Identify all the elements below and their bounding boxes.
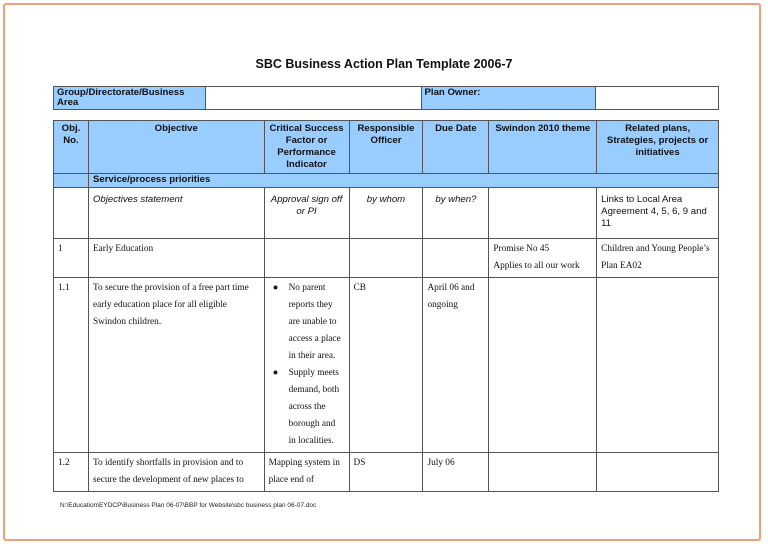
row-1-2-no: 1.2	[54, 453, 89, 492]
bullet-icon: ●	[272, 368, 279, 378]
header-theme: Swindon 2010 theme	[489, 121, 597, 174]
guide-related: Links to Local Area Agreement 4, 5, 6, 9 and 11	[597, 188, 719, 239]
row-1-2-objective: To identify shortfalls in provision and to secure the development of new places to	[88, 453, 264, 492]
row-1-1-officer: CB	[349, 278, 423, 453]
action-plan-table	[53, 120, 719, 492]
row-1-objective: Early Education	[88, 239, 264, 278]
header-row	[54, 121, 719, 174]
row-1-no: 1	[54, 239, 89, 278]
table-row	[54, 239, 719, 278]
row-1-1-csf	[264, 278, 349, 453]
csf-bullet-1: ● No parent reports they are unable to access a place in their area.	[289, 280, 345, 365]
header-csf: Critical Success Factor or Performance Indicator	[264, 121, 349, 174]
row-1-theme-line-1: Promise No 45	[493, 244, 550, 254]
row-1-1-objective: To secure the provision of a free part time early education place for all eligible Swindon children.	[88, 278, 264, 453]
header-due-date: Due Date	[423, 121, 489, 174]
guide-row	[54, 188, 719, 239]
row-1-related: Children and Young People’s Plan EA02	[597, 239, 719, 278]
row-1-2-csf: Mapping system in place end of	[264, 453, 349, 492]
header-related: Related plans, Strategies, projects or initiatives	[597, 121, 719, 174]
plan-owner-value-field[interactable]	[596, 87, 719, 110]
table-row	[54, 453, 719, 492]
csf-bullet-2: ● Supply meets demand, both across the borough and in localities.	[289, 365, 345, 450]
guide-csf: Approval sign off or PI	[264, 188, 349, 239]
table-row	[54, 278, 719, 453]
row-1-2-officer: DS	[349, 453, 423, 492]
row-1-2-due: July 06	[423, 453, 489, 492]
row-1-theme-line-2: Applies to all our work	[493, 261, 580, 271]
header-objective: Objective	[88, 121, 264, 174]
group-label: Group/Directorate/Business Area	[54, 87, 206, 110]
file-path-footer: N:\Education\EYDCP\Business Plan 06-07\BBP for Website\sbc business plan 06-07.doc	[60, 502, 317, 509]
row-1-1-due: April 06 and ongoing	[423, 278, 489, 453]
group-value-field[interactable]	[205, 87, 421, 110]
plan-owner-label: Plan Owner:	[421, 87, 596, 110]
section-row	[54, 174, 719, 188]
row-1-theme	[489, 239, 597, 278]
header-officer: Responsible Officer	[349, 121, 423, 174]
document-title: SBC Business Action Plan Template 2006-7	[255, 57, 513, 71]
guide-objective: Objectives statement	[88, 188, 264, 239]
guide-officer: by whom	[349, 188, 423, 239]
header-obj-no: Obj. No.	[54, 121, 89, 174]
section-label: Service/process priorities	[88, 174, 718, 188]
bullet-icon: ●	[272, 283, 279, 293]
row-1-1-no: 1.1	[54, 278, 89, 453]
guide-due: by when?	[423, 188, 489, 239]
plan-info-table	[53, 86, 719, 110]
